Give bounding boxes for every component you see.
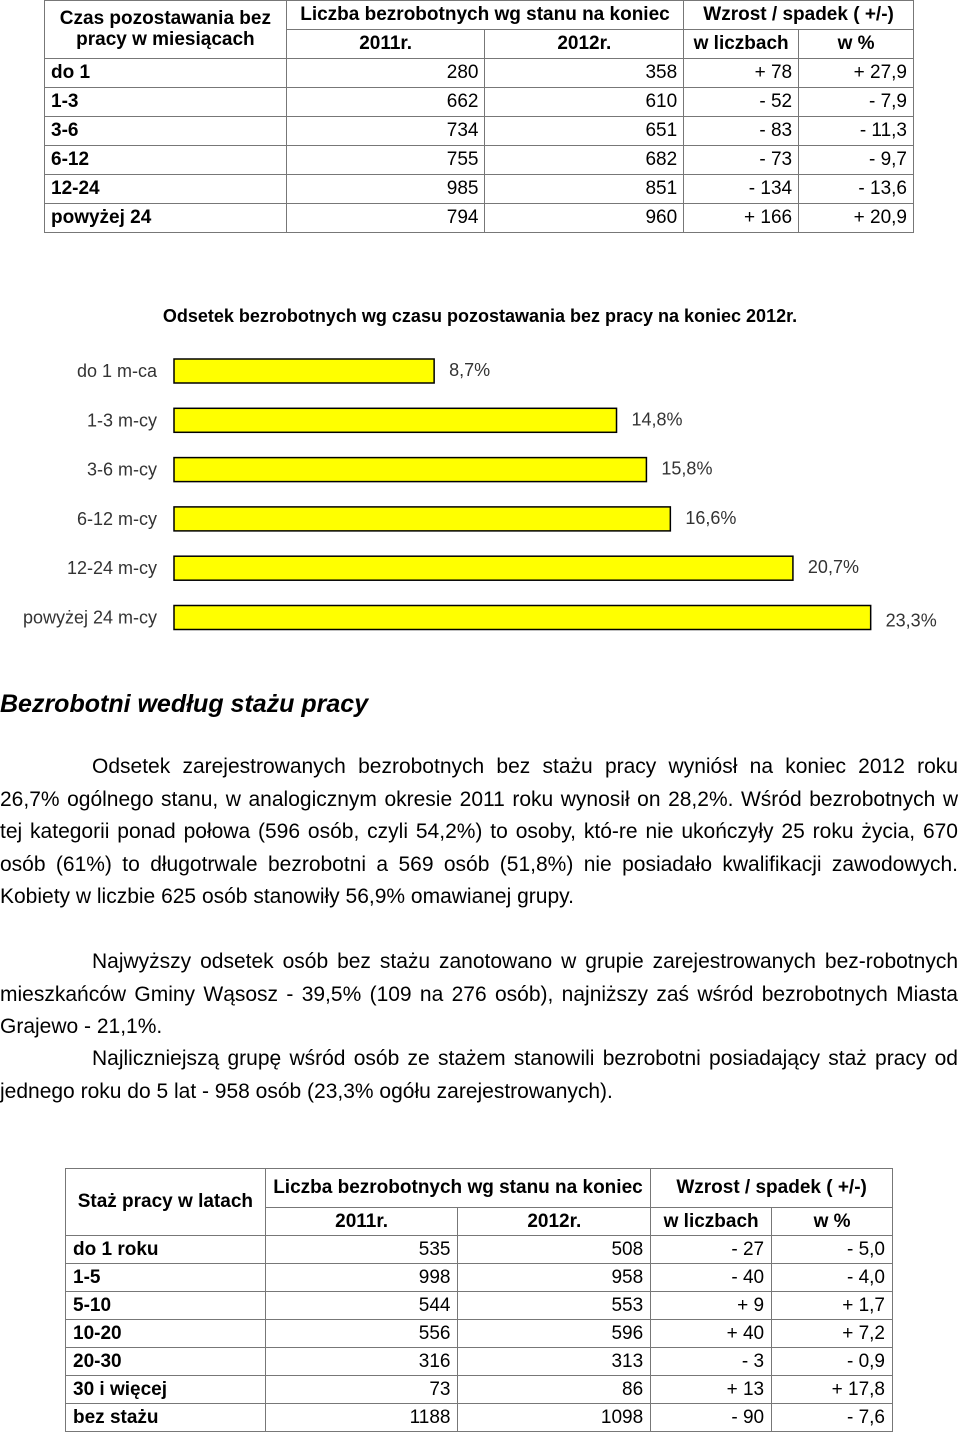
category-label: 6-12 m-cy [76, 508, 157, 529]
bar [174, 458, 646, 482]
table1-row [45, 88, 914, 117]
table1-cell-pct: - 7,9 [799, 88, 914, 117]
table1-cell-pct: - 13,6 [799, 175, 914, 204]
table1-cell-v2011: 280 [286, 59, 485, 88]
table2-cell-v2012: 958 [458, 1264, 651, 1292]
table1-header-abs: w liczbach [684, 30, 799, 59]
table1-cell-abs: + 166 [684, 204, 799, 233]
value-label: 23,3% [885, 610, 937, 631]
table2-cell-pct: - 5,0 [772, 1236, 893, 1264]
table2-cell-abs: - 40 [651, 1264, 772, 1292]
table2-cell-v2012: 508 [458, 1236, 651, 1264]
table1-cell-v2012: 851 [485, 175, 684, 204]
table2-cell-pct: - 7,6 [772, 1404, 893, 1432]
table1-cell-v2011: 794 [286, 204, 485, 233]
table2-header-change: Wzrost / spadek ( +/-) [651, 1169, 893, 1208]
table2-header-pct: w % [772, 1208, 893, 1236]
table2-cell-v2011: 998 [265, 1264, 458, 1292]
chart-title: Odsetek bezrobotnych wg czasu pozostawania bez pracy na koniec 2012r. [162, 306, 798, 326]
work-experience-table [65, 1168, 893, 1432]
table2-row [66, 1376, 893, 1404]
table1-cell-abs: - 52 [684, 88, 799, 117]
table2-cell-v2011: 73 [265, 1376, 458, 1404]
table2-cell-abs: - 3 [651, 1348, 772, 1376]
table1-cell-label: powyżej 24 [45, 204, 287, 233]
table2-cell-pct: - 0,9 [772, 1348, 893, 1376]
bar [174, 507, 670, 531]
table2-body [66, 1236, 893, 1432]
table1-cell-v2011: 985 [286, 175, 485, 204]
table2-cell-label: 20-30 [66, 1348, 266, 1376]
table1-cell-pct: + 20,9 [799, 204, 914, 233]
table2-header-2012: 2012r. [458, 1208, 651, 1236]
table1-cell-v2011: 755 [286, 146, 485, 175]
table1-cell-v2012: 682 [485, 146, 684, 175]
table1-cell-label: 3-6 [45, 117, 287, 146]
paragraph-2-text: Najwyższy odsetek osób bez stażu zanotowano w grupie zarejestrowanych bez-robotnych mieszkańców Gminy Wąsosz - 39,5% (109 na 276 osób), najniższy zaś wśród bezrobotnych Miasta Grajewo - 21,1%. [0, 950, 958, 1038]
value-label: 14,8% [631, 409, 683, 430]
bar [174, 408, 617, 432]
table1-cell-pct: - 11,3 [799, 117, 914, 146]
bar [174, 556, 793, 580]
category-label: powyżej 24 m-cy [22, 607, 157, 628]
table1-cell-label: do 1 [45, 59, 287, 88]
table2-header-abs: w liczbach [651, 1208, 772, 1236]
table1-cell-label: 1-3 [45, 88, 287, 117]
table2-cell-v2012: 596 [458, 1320, 651, 1348]
table2-cell-v2011: 316 [265, 1348, 458, 1376]
table1-header-change: Wzrost / spadek ( +/-) [684, 1, 914, 30]
table1-row [45, 59, 914, 88]
table2-cell-v2012: 313 [458, 1348, 651, 1376]
paragraph-3-text: Najliczniejszą grupę wśród osób ze stażem stanowili bezrobotni posiadający staż pracy od jednego roku do 5 lat - 958 osób (23,3% ogółu zarejestrowanych). [0, 1047, 958, 1103]
category-label: do 1 m-ca [76, 361, 157, 381]
table2-row [66, 1320, 893, 1348]
table1-body [45, 59, 914, 233]
value-label: 8,7% [449, 360, 491, 380]
table2-cell-v2012: 86 [458, 1376, 651, 1404]
paragraph-1-text: Odsetek zarejestrowanych bezrobotnych bez stażu pracy wyniósł na koniec 2012 roku 26,7% ogólnego stanu, w analogicznym okresie 2011 roku wynosił on 28,2%. Wśród bezrobotnych w tej kategorii ponad połowa (596 osób, czyli 54,2%) to osoby, któ-re nie ukończyły 25 roku życia, 670 osób (61%) to długotrwale bezrobotni a 569 osób (51,8%) nie posiadało kwalifikacji zawodowych. Kobiety w liczbie 625 osób stanowiły 56,9% omawianej grupy. [0, 755, 958, 908]
section-title: Bezrobotni według stażu pracy [0, 690, 369, 718]
table1-cell-abs: + 78 [684, 59, 799, 88]
table1-cell-v2012: 651 [485, 117, 684, 146]
table2-cell-v2011: 1188 [265, 1404, 458, 1432]
category-label: 1-3 m-cy [86, 410, 157, 431]
table2-cell-v2011: 544 [265, 1292, 458, 1320]
table2-cell-abs: - 27 [651, 1236, 772, 1264]
table1-row [45, 204, 914, 233]
table1-header-duration: Czas pozostawania bez pracy w miesiącach [45, 1, 287, 59]
table2-cell-pct: + 1,7 [772, 1292, 893, 1320]
table2-cell-v2012: 553 [458, 1292, 651, 1320]
table1-header-2012: 2012r. [485, 30, 684, 59]
table2-cell-label: do 1 roku [66, 1236, 266, 1264]
table2-cell-abs: - 90 [651, 1404, 772, 1432]
table1-row [45, 175, 914, 204]
table1-cell-pct: + 27,9 [799, 59, 914, 88]
table1-cell-v2012: 960 [485, 204, 684, 233]
table1-cell-abs: - 83 [684, 117, 799, 146]
table1-cell-label: 12-24 [45, 175, 287, 204]
table1-header-pct: w % [799, 30, 914, 59]
paragraph-2 [0, 946, 958, 1044]
table2-cell-v2011: 535 [265, 1236, 458, 1264]
table1-header-2011: 2011r. [286, 30, 485, 59]
value-label: 20,7% [807, 557, 859, 578]
table2-cell-pct: + 17,8 [772, 1376, 893, 1404]
category-label: 12-24 m-cy [66, 558, 157, 579]
table1-cell-v2012: 610 [485, 88, 684, 117]
table2-cell-abs: + 13 [651, 1376, 772, 1404]
table1-cell-v2012: 358 [485, 59, 684, 88]
table1-cell-abs: - 134 [684, 175, 799, 204]
table2-cell-label: 5-10 [66, 1292, 266, 1320]
table1-header-count: Liczba bezrobotnych wg stanu na koniec [286, 1, 683, 30]
table2-row [66, 1348, 893, 1376]
table1-row [45, 117, 914, 146]
table2-row [66, 1292, 893, 1320]
unemployment-duration-table [44, 0, 914, 233]
value-label: 15,8% [661, 458, 713, 479]
table1-cell-abs: - 73 [684, 146, 799, 175]
value-label: 16,6% [685, 507, 737, 528]
category-label: 3-6 m-cy [86, 459, 157, 480]
table2-cell-label: 30 i więcej [66, 1376, 266, 1404]
table2-cell-pct: - 4,0 [772, 1264, 893, 1292]
table1-row [45, 146, 914, 175]
table1-cell-pct: - 9,7 [799, 146, 914, 175]
table2-row [66, 1404, 893, 1432]
table1-cell-v2011: 662 [286, 88, 485, 117]
table2-header-2011: 2011r. [265, 1208, 458, 1236]
bar [174, 359, 434, 383]
table2-cell-abs: + 9 [651, 1292, 772, 1320]
table2-header-count: Liczba bezrobotnych wg stanu na koniec [265, 1169, 650, 1208]
paragraph-1 [0, 751, 958, 914]
table1-cell-v2011: 734 [286, 117, 485, 146]
table2-cell-label: bez stażu [66, 1404, 266, 1432]
table2-cell-pct: + 7,2 [772, 1320, 893, 1348]
bar [174, 606, 871, 630]
table2-cell-abs: + 40 [651, 1320, 772, 1348]
table2-cell-label: 10-20 [66, 1320, 266, 1348]
paragraph-3 [0, 1043, 958, 1108]
table2-cell-v2012: 1098 [458, 1404, 651, 1432]
duration-bar-chart [0, 340, 960, 650]
table2-row [66, 1236, 893, 1264]
table2-cell-label: 1-5 [66, 1264, 266, 1292]
table2-cell-v2011: 556 [265, 1320, 458, 1348]
table1-cell-label: 6-12 [45, 146, 287, 175]
table2-header-experience: Staż pracy w latach [66, 1169, 266, 1236]
table2-row [66, 1264, 893, 1292]
